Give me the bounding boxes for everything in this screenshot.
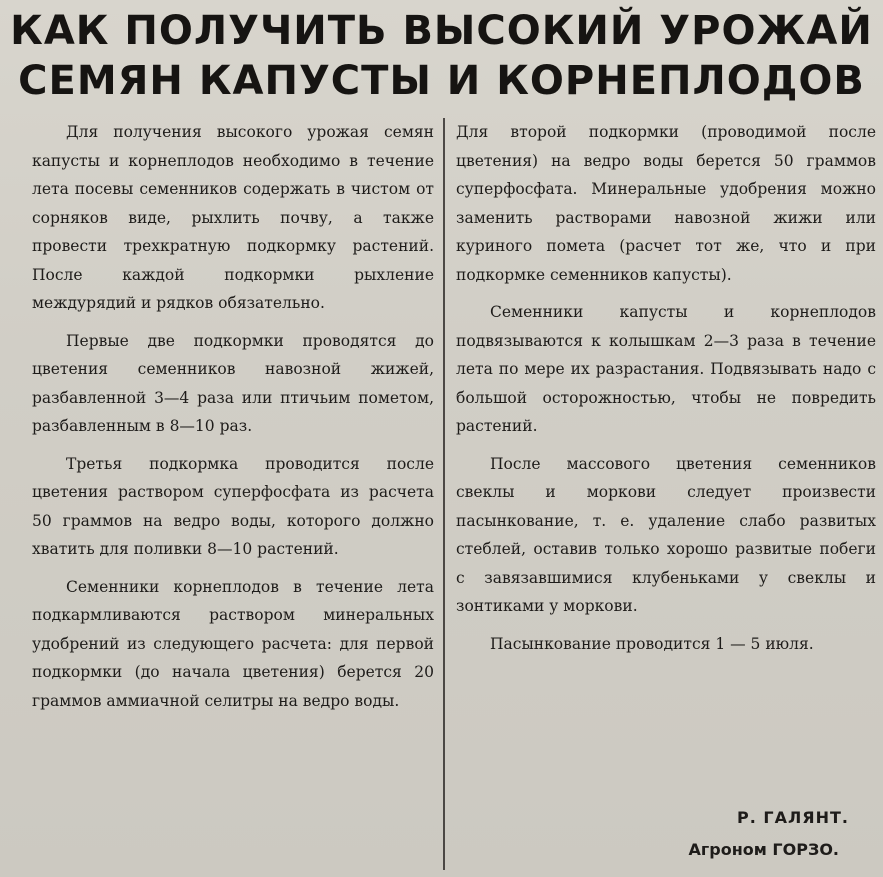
paragraph: Семенники корнеплодов в течение лета подкармливаются раствором минеральных удобрений из следующего расчета: для первой подкормки (до начала цветения) берется 20 граммов аммиачной селитры на ведро воды. [32, 577, 434, 710]
column-divider [443, 118, 445, 870]
paragraph-continuation: Для второй подкормки (проводимой после цветения) на ведро воды берется 50 граммов суперфосфата. Минеральные удобрения можно заменить растворами навозной жижи или куриного помета (расчет тот же, что и при подкормке семенников капусты). [456, 123, 876, 284]
right-column [456, 118, 876, 667]
paragraph: Семенники капусты и корнеплодов подвязываются к колышкам 2—3 раза в течение лета по мере их разрастания. Подвязывать надо с большой осторожностью, чтобы не повредить растений. [456, 303, 876, 435]
paragraph: Пасынкование проводится 1 — 5 июля. [490, 634, 814, 653]
paragraph: Первые две подкормки проводятся до цветения семенников навозной жижей, разбавленной 3—4 раза или птичьим пометом, разбавленным в 8—10 раз. [32, 331, 434, 435]
author-role: Агроном ГОРЗО. [688, 840, 839, 859]
paragraph: Для получения высокого урожая семян капусты и корнеплодов необходимо в течение лета посевы семенников содержать в чистом от сорняков виде, рыхлить почву, а также провести трехкратную подкормку растений. После каждой подкормки рыхление междурядий и рядков обязательно. [32, 123, 434, 312]
paragraph: После массового цветения семенников свеклы и моркови следует произвести пасынкование, т. е. удаление слабо развитых стеблей, оставив только хорошо развитые побеги с завязавшимися клубеньками у свеклы и зонтиками у моркови. [456, 454, 876, 615]
paragraph: Третья подкормка проводится после цветения раствором суперфосфата из расчета 50 граммов на ведро воды, которого должно хватить для поливки 8—10 растений. [32, 454, 434, 558]
article-headline [0, 6, 883, 106]
author-name: Р. ГАЛЯНТ. [737, 808, 849, 827]
headline-line-2: СЕМЯН КАПУСТЫ И КОРНЕПЛОДОВ [18, 58, 865, 104]
left-column [32, 118, 434, 724]
headline-line-1: КАК ПОЛУЧИТЬ ВЫСОКИЙ УРОЖАЙ [10, 8, 873, 54]
